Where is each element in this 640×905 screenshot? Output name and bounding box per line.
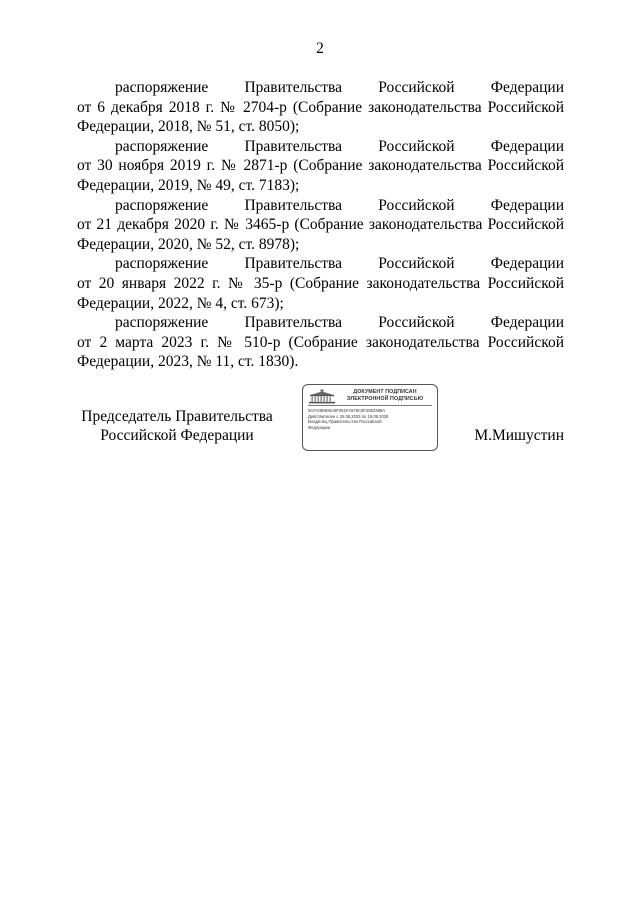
signer-position-line: Председатель Правительства	[81, 408, 273, 425]
signature-block	[0, 380, 640, 460]
certificate-owner: Федерации	[308, 424, 330, 430]
list-item-line: от 20 января 2022 г. № 35-р (Собрание законодательства Российской	[77, 274, 564, 292]
stamp-heading	[337, 389, 433, 402]
list-item-line: распоряжение Правительства Российской Федерации	[115, 255, 564, 273]
stamp-heading-line: ДОКУМЕНТ ПОДПИСАН	[353, 389, 417, 395]
list-item-line: Федерации, 2023, № 11, ст. 1830).	[77, 353, 299, 371]
e-signature-stamp	[302, 384, 438, 451]
list-item-line: Федерации, 2020, № 52, ст. 8978);	[77, 235, 300, 253]
signer-name: М.Мишустин	[474, 427, 564, 444]
list-item-line: от 21 декабря 2020 г. № 3465-р (Собрание законодательства Российской	[77, 216, 564, 234]
certificate-serial: 0CFA0B9D6A6F051FA579C6F2962386A	[308, 408, 386, 413]
stamp-divider	[308, 405, 432, 406]
list-item-line: распоряжение Правительства Российской Федерации	[115, 314, 564, 332]
stamp-certificate-details	[308, 408, 433, 430]
stamp-heading-line: ЭЛЕКТРОННОЙ ПОДПИСЬЮ	[346, 395, 424, 402]
list-item	[77, 196, 564, 255]
signer-position-line: Российской Федерации	[100, 427, 254, 444]
list-item-line: Федерации, 2022, № 4, ст. 673);	[77, 294, 284, 312]
list-item-line: распоряжение Правительства Российской Федерации	[115, 137, 564, 155]
signer-position	[77, 407, 277, 445]
list-item-line: Федерации, 2018, № 51, ст. 8050);	[77, 118, 300, 136]
list-item-line: распоряжение Правительства Российской Федерации	[115, 196, 564, 214]
list-item	[77, 254, 564, 313]
page-number: 2	[316, 40, 324, 57]
certificate-validity: Действителен с 26.06.2025 по 19.09.2026	[308, 413, 389, 419]
list-item-line: от 2 марта 2023 г. № 510-р (Собрание законодательства Российской	[77, 333, 564, 351]
list-item	[77, 137, 564, 196]
certificate-owner: Владелец Правительство Российской	[308, 419, 382, 425]
government-building-emblem-icon	[308, 389, 336, 404]
list-item-line: распоряжение Правительства Российской Федерации	[115, 79, 564, 96]
list-item-line: от 6 декабря 2018 г. № 2704-р (Собрание законодательства Российской	[77, 98, 564, 116]
list-item-line: от 30 ноября 2019 г. № 2871-р (Собрание законодательства Российской	[77, 157, 564, 175]
list-item	[77, 313, 564, 372]
list-item	[77, 78, 564, 137]
list-item-line: Федерации, 2019, № 49, ст. 7183);	[77, 176, 300, 194]
document-body	[77, 78, 564, 372]
